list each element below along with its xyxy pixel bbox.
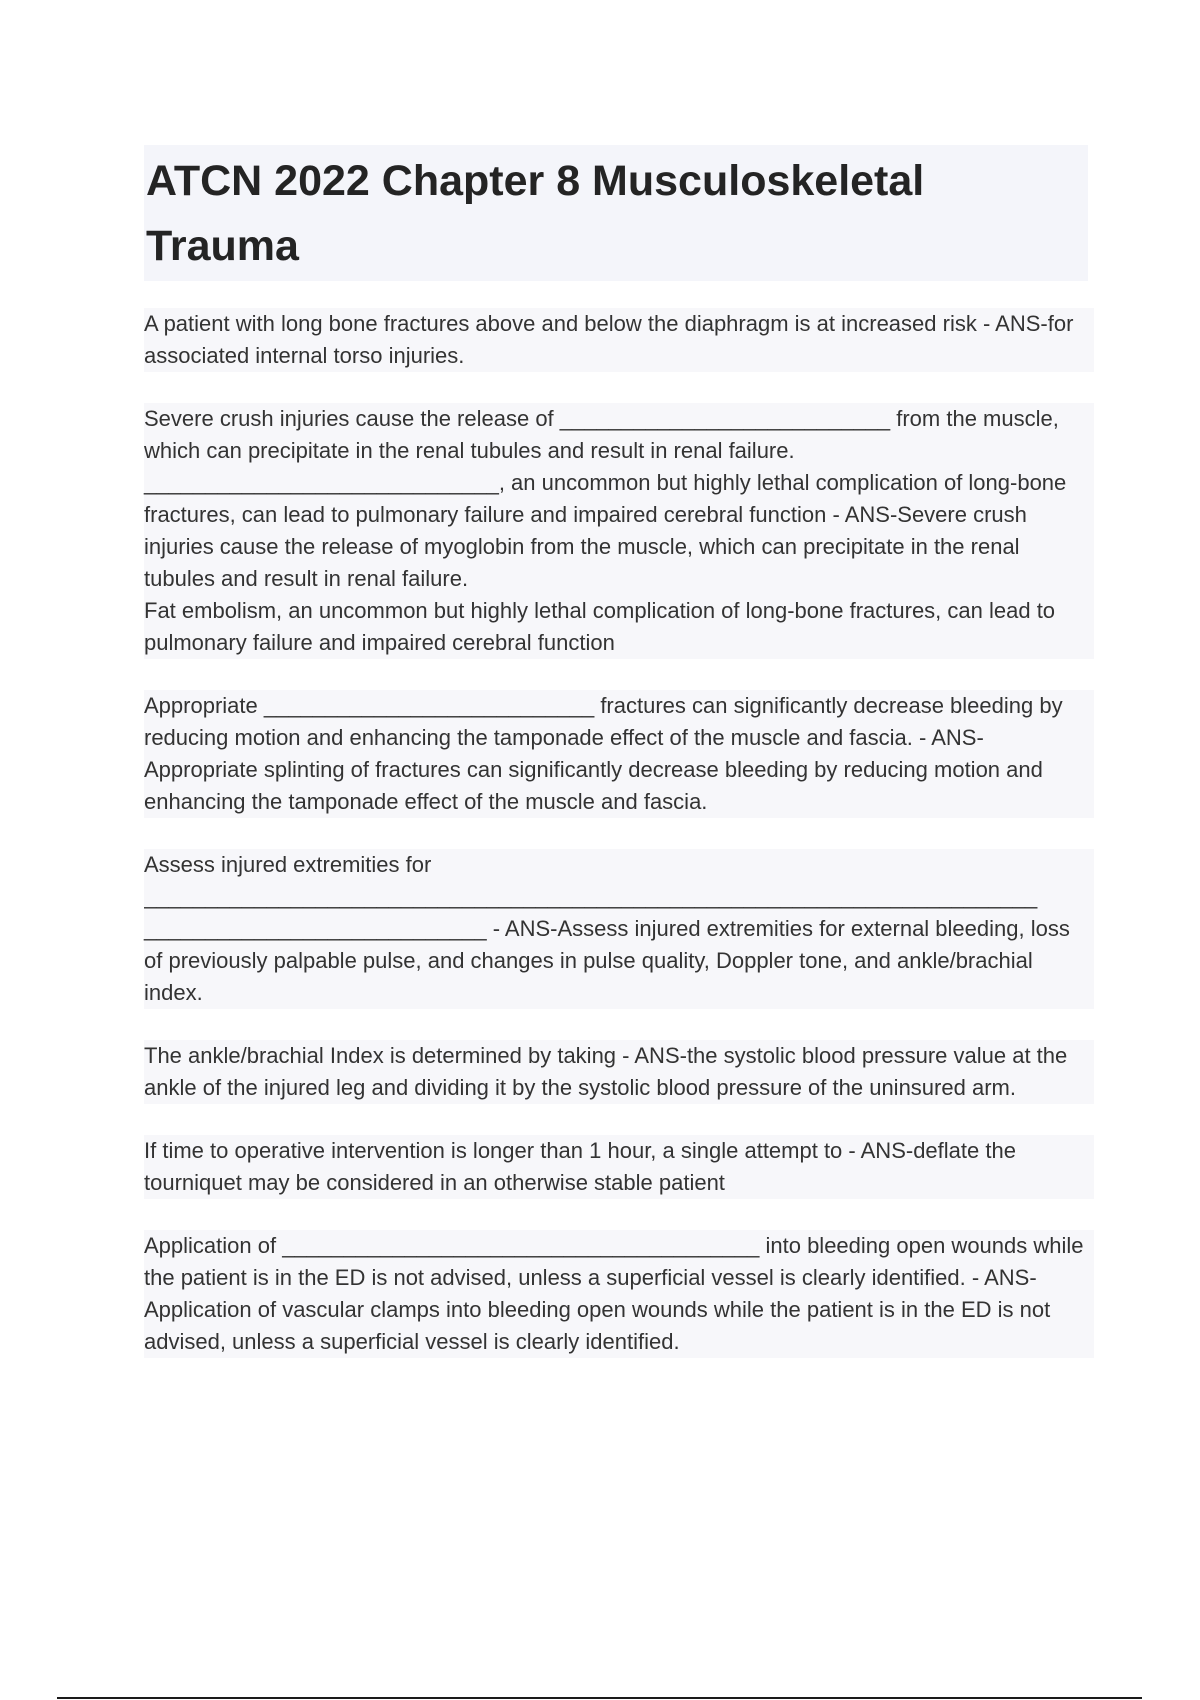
question-block-3 bbox=[144, 690, 1094, 818]
question-text: The ankle/brachial Index is determined by taking - ANS-the systolic blood pressure value at the ankle of the injured leg and dividing it by the systolic blood pressure of the uninsured arm. bbox=[144, 1040, 1094, 1104]
footer-rule bbox=[57, 1697, 1142, 1699]
blank-line: _________________________________________________________________________ bbox=[144, 881, 1094, 913]
question-text: If time to operative intervention is longer than 1 hour, a single attempt to - ANS-deflate the tourniquet may be considered in an otherwise stable patient bbox=[144, 1135, 1094, 1199]
question-block-2 bbox=[144, 403, 1094, 659]
question-text: Assess injured extremities for bbox=[144, 849, 1094, 881]
question-block-1 bbox=[144, 308, 1094, 372]
question-text: A patient with long bone fractures above and below the diaphragm is at increased risk - ANS-for associated internal torso injuries. bbox=[144, 308, 1094, 372]
title-block bbox=[144, 145, 1088, 281]
page-title: ATCN 2022 Chapter 8 Musculoskeletal Trauma bbox=[146, 157, 925, 270]
question-text: Application of _______________________________________ into bleeding open wounds while the patient is in the ED is not advised, unless a superficial vessel is clearly identified. - ANS-Application of vascular clamps into bleeding open wounds while the patient is in the ED is not advised, unless a superficial vessel is clearly identified. bbox=[144, 1230, 1094, 1358]
question-text: _____________________________, an uncommon but highly lethal complication of long-bone fractures, can lead to pulmonary failure and impaired cerebral function - ANS-Severe crush injuries cause the release of myoglobin from the muscle, which can precipitate in the renal tubules and result in renal failure. bbox=[144, 467, 1094, 595]
question-block-5 bbox=[144, 1040, 1094, 1104]
question-text: ____________________________ - ANS-Assess injured extremities for external bleeding, loss of previously palpable pulse, and changes in pulse quality, Doppler tone, and ankle/brachial index. bbox=[144, 913, 1094, 1009]
question-text: Appropriate ___________________________ fractures can significantly decrease bleeding by reducing motion and enhancing the tamponade effect of the muscle and fascia. - ANS-Appropriate splinting of fractures can significantly decrease bleeding by reducing motion and enhancing the tamponade effect of the muscle and fascia. bbox=[144, 690, 1094, 818]
document-body bbox=[144, 308, 1094, 1358]
question-text: Severe crush injuries cause the release of ___________________________ from the muscle, which can precipitate in the renal tubules and result in renal failure. bbox=[144, 403, 1094, 467]
question-block-6 bbox=[144, 1135, 1094, 1199]
question-text: Fat embolism, an uncommon but highly lethal complication of long-bone fractures, can lead to pulmonary failure and impaired cerebral function bbox=[144, 595, 1094, 659]
question-block-7 bbox=[144, 1230, 1094, 1358]
question-block-4 bbox=[144, 849, 1094, 1009]
